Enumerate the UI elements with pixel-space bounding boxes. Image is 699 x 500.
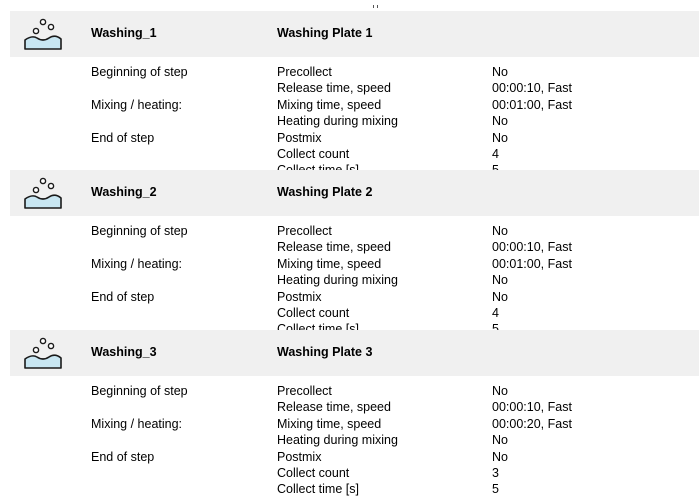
- step-name: Washing_1: [91, 26, 157, 40]
- bubble-shape: [33, 28, 38, 33]
- parameter-label: Release time, speed: [277, 240, 391, 255]
- parameter-row: [0, 256, 699, 272]
- phase-label: End of step: [91, 289, 155, 304]
- parameter-value: No: [492, 224, 508, 238]
- parameter-value: 00:01:00, Fast: [492, 97, 572, 112]
- parameter-value: No: [492, 273, 508, 288]
- plate-name: Washing Plate 1: [277, 26, 373, 40]
- parameter-value: 00:01:00, Fast: [492, 256, 572, 271]
- phase-label: Mixing / heating:: [91, 416, 183, 431]
- parameter-row: [0, 416, 699, 432]
- parameter-label: Collect count: [277, 466, 350, 480]
- parameter-label: Heating during mixing: [277, 114, 398, 129]
- washing-icon: [22, 16, 64, 52]
- parameter-row: [0, 432, 699, 448]
- parameter-row: [0, 113, 699, 129]
- parameter-value: No: [492, 114, 508, 129]
- parameter-row: [0, 239, 699, 255]
- parameter-label: Mixing time, speed: [277, 416, 382, 431]
- phase-label: End of step: [91, 449, 155, 464]
- step-name: Washing_2: [91, 185, 157, 199]
- parameter-row: [0, 146, 699, 162]
- parameter-value: No: [492, 433, 508, 448]
- parameter-value: No: [492, 65, 508, 79]
- parameter-label: Postmix: [277, 130, 322, 145]
- bubble-shape: [40, 19, 45, 24]
- bubble-shape: [48, 343, 53, 348]
- phase-label: End of step: [91, 130, 155, 145]
- parameter-label: Release time, speed: [277, 400, 391, 415]
- parameter-label: Heating during mixing: [277, 433, 398, 448]
- parameter-row: [0, 64, 699, 80]
- parameter-row: [0, 449, 699, 465]
- parameter-row: [0, 272, 699, 288]
- parameter-value: No: [492, 449, 508, 464]
- parameter-value: 00:00:10, Fast: [492, 81, 572, 96]
- parameter-value: 5: [492, 482, 499, 497]
- parameter-label: Heating during mixing: [277, 273, 398, 288]
- washing-icon: [22, 335, 64, 371]
- parameter-row: [0, 80, 699, 96]
- parameter-label: Postmix: [277, 449, 322, 464]
- parameter-label: Postmix: [277, 289, 322, 304]
- parameter-value: 00:00:10, Fast: [492, 240, 572, 255]
- parameter-label: Precollect: [277, 224, 332, 238]
- parameter-label: Mixing time, speed: [277, 97, 382, 112]
- washing-basin-shape: [25, 355, 61, 368]
- parameter-row: [0, 465, 699, 481]
- bubble-shape: [40, 178, 45, 183]
- parameter-row: [0, 97, 699, 113]
- parameter-row: [0, 399, 699, 415]
- parameter-label: Collect count: [277, 147, 350, 161]
- parameter-label: Precollect: [277, 65, 332, 79]
- parameter-value: 00:00:20, Fast: [492, 416, 572, 431]
- phase-label: Mixing / heating:: [91, 256, 183, 271]
- parameter-row: [0, 305, 699, 321]
- parameter-label: Mixing time, speed: [277, 256, 382, 271]
- washing-basin-shape: [25, 36, 61, 49]
- plate-name: Washing Plate 3: [277, 345, 373, 359]
- parameter-value: 4: [492, 306, 499, 320]
- bubble-shape: [48, 24, 53, 29]
- washing-icon: [22, 175, 64, 211]
- parameter-label: Collect time [s]: [277, 482, 359, 497]
- page-break-mark: [373, 5, 374, 8]
- plate-name: Washing Plate 2: [277, 185, 373, 199]
- parameter-row: [0, 130, 699, 146]
- parameter-row: [0, 223, 699, 239]
- parameter-label: Precollect: [277, 384, 332, 398]
- parameter-label: Collect count: [277, 306, 350, 320]
- bubble-shape: [33, 347, 38, 352]
- parameter-value: No: [492, 289, 508, 304]
- parameter-value: No: [492, 130, 508, 145]
- parameter-value: 4: [492, 147, 499, 161]
- phase-label: Beginning of step: [91, 65, 188, 79]
- parameter-label: Release time, speed: [277, 81, 391, 96]
- parameter-row: [0, 481, 699, 497]
- parameter-row: [0, 383, 699, 399]
- phase-label: Beginning of step: [91, 384, 188, 398]
- bubble-shape: [48, 183, 53, 188]
- step-name: Washing_3: [91, 345, 157, 359]
- parameter-value: 3: [492, 466, 499, 480]
- phase-label: Beginning of step: [91, 224, 188, 238]
- bubble-shape: [40, 338, 45, 343]
- parameter-value: 00:00:10, Fast: [492, 400, 572, 415]
- parameter-value: No: [492, 384, 508, 398]
- washing-basin-shape: [25, 195, 61, 208]
- page-top-edge: [0, 0, 699, 10]
- bubble-shape: [33, 187, 38, 192]
- phase-label: Mixing / heating:: [91, 97, 183, 112]
- parameter-row: [0, 289, 699, 305]
